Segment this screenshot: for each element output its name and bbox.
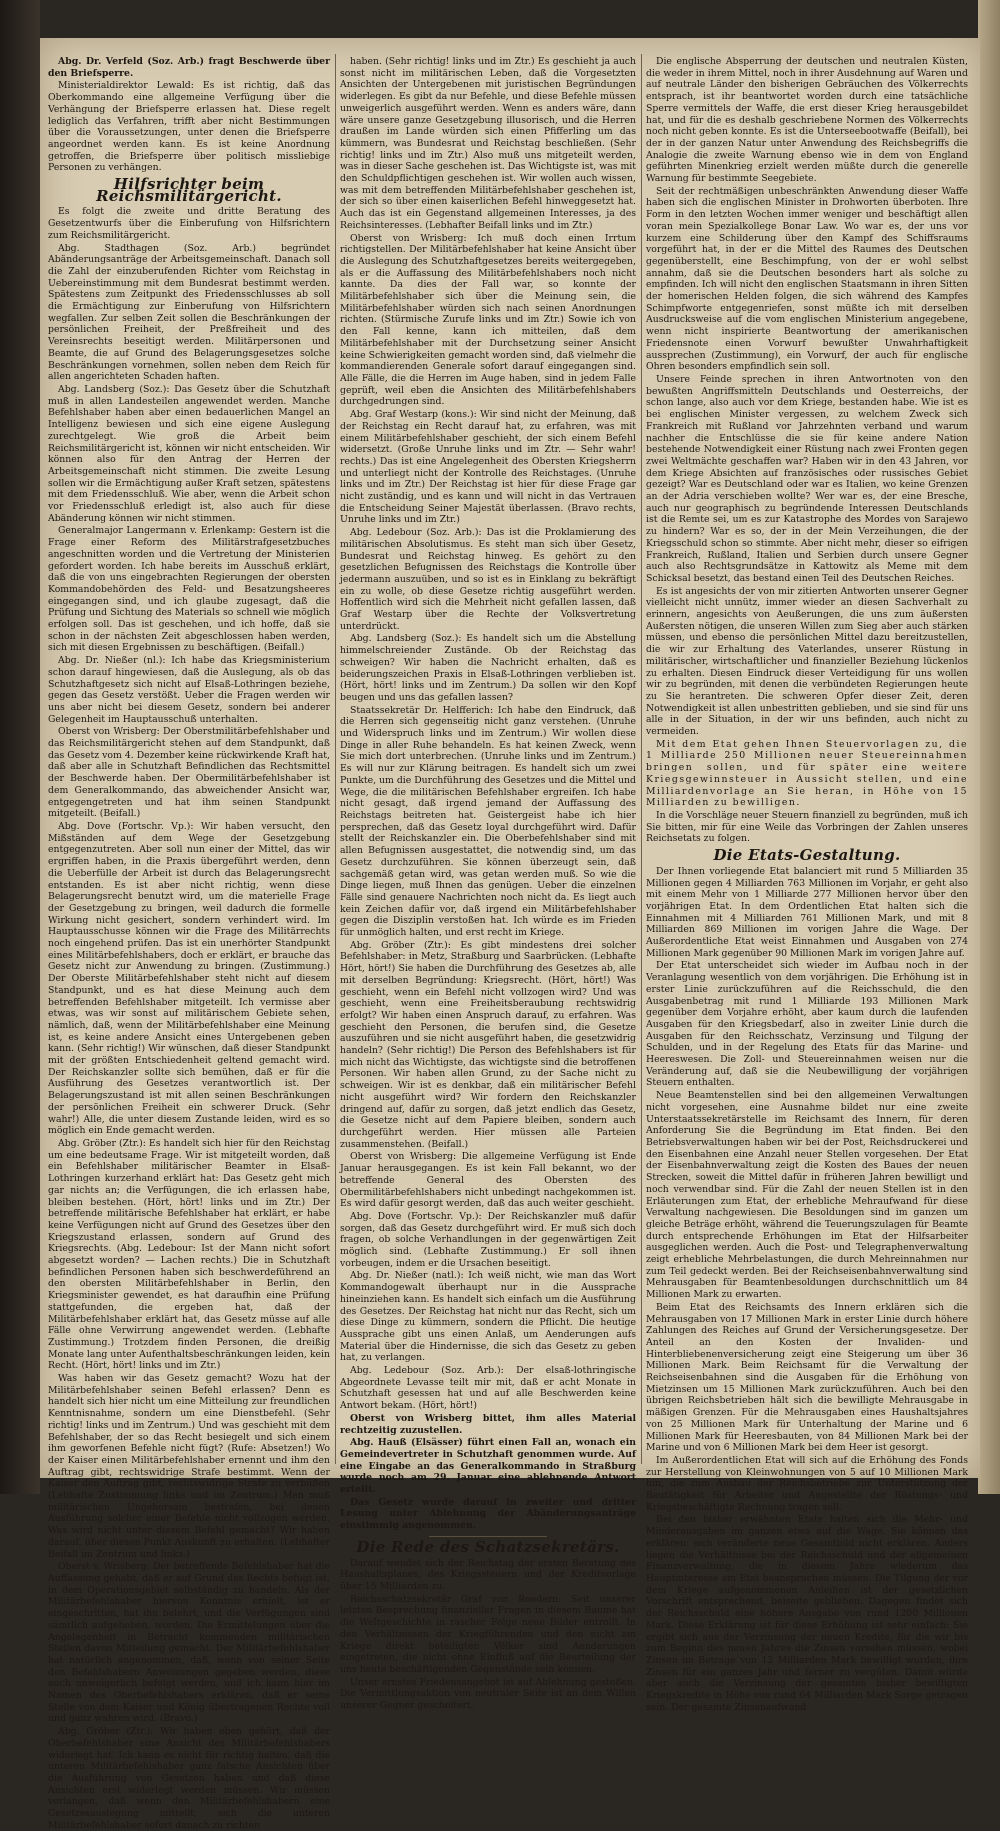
column-right — [646, 56, 968, 1713]
binding-edge — [0, 0, 40, 1494]
section-heading: Die Rede des Schatzsekretärs. — [356, 1537, 620, 1556]
paragraph: Unsere Feinde sprechen in ihren Antwortnoten von den bewußten Angriffsmitteln Deutschlands und Oesterreichs, der schon lange, also auch vor dem Kriege, bestanden habe. Wie ist es bei englischen Minister vergessen, zu welchem Zweck sich Frankreich mit Rußland vor Jahrzehnten verband und warum nachher die Entschlüsse die sie für keine andere Nation bestehende Notwendigkeit einer Rüstung nach zwei Fronten gegen zwei Weltmächte geschaffen war? Haben wir in den 43 Jahren, vor dem Kriege Absichten auf französisches oder russisches Gebiet gezeigt? War es Deutschland oder war es Italien, wo keine Grenzen an der Adria verschieben wollte? Wer war es, der eine Bresche, auch nur geographisch zu begründende Interessen Deutschlands ist die Remte sei, um es zur Katastrophe des Mordes von Sarajewo zu hindern? War es so, der in der Mein Verzeihungen, die der Kriegsschuld schon so stimmte. Aber nicht mehr, dieser so eifrigen Frankreich, Rußland, Italien und Serbien durch unsere Gegner auch also Rechtsgrundsätze in Kattowitz als Meme mit dem Schicksal besetzt, das bestand einen Teil des Deutschen Reiches. — [646, 373, 968, 584]
paragraph: Reichsschatzsekretär Graf von Roedern: Seit unserer letzten Besprechung finanzieller Fragen in diesem Raume hat die Weltgeschichte in rascher Folge neue Bilder entrollt. In den Verhältnissen der Kriegführenden und den nicht am Kriege direkt beteiligten Völker sind Aenderungen eingetreten, die nicht ohne Einfluß auf die Beurteilung der uns heute beschäftigenden Gegenstände sein können. — [340, 1593, 636, 1675]
section-heading: Hilfsrichter beim Reichsmilitärgericht. — [96, 175, 282, 205]
paragraph: Oberst von Wrisberg: Ich muß doch einen Irrtum richtigstellen. Der Militärbefehlshaber hat keine Ansicht über die Auslegung des Schutzhaftgesetzes bereits weitergegeben, als er die Auffassung des Militärbefehlshabers noch nicht kannte. Da dies der Fall war, so konnte der Militärbefehlshaber sich über die Meinung sein, die Militärbefehlshaber würden sich nach seinen Anordnungen richten. (Stürmische Zurufe links und im Ztr.) Sowie ich von den Fall kenne, kann ich mitteilen, daß dem Militärbefehlshaber mit der Durchsetzung seiner Ansicht keine Schwierigkeiten gemacht worden sind, daß vielmehr die kommandierenden Generale sofort darauf eingegangen sind. Alle Fälle, die die Herren im Auge haben, sind in jedem Falle geprüft, weil eben die Ansichten des Militärbefehlshabers durchgedrungen sind. — [340, 232, 636, 408]
paragraph: Abg. Gröber (Ztr.): Es handelt sich hier für den Reichstag um eine bedeutsame Frage. Wir ist mitgeteilt worden, daß ein Befehlshaber militärischer Beamter in Elsaß-Lothringen kurzerhand erklärt hat: Das Gesetz geht mich gar nichts an; die Verfügungen, die ich erlassen habe, bleiben bestehen. (Hört, hört! links und im Ztr.) Der betreffende militärische Befehlshaber hat erklärt, er habe keine Verfügungen nicht auf Grund des Gesetzes über den Kriegszustand erlassen, sondern auf Grund des Kriegsrechts. (Abg. Ledebour: Ist der Mann nicht sofort abgesetzt worden? — Lachen rechts.) Die in Schutzhaft befindlichen Personen haben sich beschwerdeführend an den obersten Militärbefehlshaber in Berlin, den Kriegsminister gewendet, es hat daraufhin eine Prüfung stattgefunden, die ergeben hat, daß der Militärbefehlshaber erklärt hat, das Gesetz müsse auf alle Fälle ohne Verwirrung angewendet werden. (Lebhafte Zustimmung.) Trotzdem finden Personen, die dreißig Monate lang unter Aufenthaltsbeschränkungen leiden, kein Recht. (Hört, hört! links und im Ztr.) — [48, 1137, 330, 1372]
paragraph: Die englische Absperrung der deutschen und neutralen Küsten, die weder in ihrem Mittel, noch in ihrer Ausdehnung auf Waren und auf neutrale Länder den bisherigen Gebräuchen des Völkerrechts entsprach, ist ihr beantwortet worden durch eine tatsächliche Sperre vermittels der Waffe, die erst dieser Krieg herausgebildet hat, und für die es deshalb geschriebene Normen des Völkerrechts noch nicht geben konnte. Es ist die Unterseebootwaffe (Beifall), bei der in der ganzen Natur unter Anwendung des Reichsbegriffs die Analogie die zweite Warnung ebenso wie in dem von England geführten Minenkrieg erzielt werden müßte durch die generelle Warnung für bestimmte Seegebiete. — [646, 56, 968, 185]
paragraph: Unser ernstes Friedensangebot ist auf Ablehnung gestoßen. Die Vermittlungsaktion von neutraler Seite ist an dem Willen unserer Gegner gescheitert. — [340, 1676, 636, 1712]
paragraph: Bei den bisher erwähnten Etats halten sich die Mehr- und Minderausgaben im ganzen etwa auf die Wage. Sie können das erklären: sich veränderte neue Gesamtbild nicht erklären. Anders liegen die Verhältnisse bei der Reichsschuld und der allgemeinen Finanzverwaltung, die in diesem Jahre wiederum das Hauptinteresse am Etat beanspruchen müssen. Die Tilgung der vor dem Kriege aufgenommenen Anleihen ist der gesetzlichen Vorschrift entsprechend, beiseite geblieben. Dagegen findet sich der Reichsschuld eine höhere Ausgabe von rund 1200 Millionen Mark. Diese Erklärung ist für diese Erhöhung ist sehr einfach: Sie ergibt sich aus der Verzinsung der neuen Kredite, für die wir bis zum Beginn des neuen Jahres die Zinsen vorsehen müssen, wobei Zinsen im Betrage von 12 Milliarden Mark bewilligt wurden, ihre Zinsen für ein ganzes Jahr und ferner zu vergüten. Damit würde aber auch die Verzinsung der gesamten bisher bewilligten Kriegskredite in Höhe von rund 64 Milliarden Mark Sorge getragen sein. Der gesamte Zinsenaufwand — [646, 1514, 968, 1713]
column-left — [48, 56, 330, 1831]
paragraph: Abg. Landsberg (Soz.): Es handelt sich um die Abstellung himmelschreiender Zustände. Ob der Reichstag das schweigen? Wir haben die Nachricht erhalten, daß es beiderungszeichen Praxis in Elsaß-Lothringen verblieben ist. (Hört, hört! links und im Zentrum.) Da sollen wir den Kopf beugen und uns das gefallen lassen? — [340, 633, 636, 703]
paragraph: Oberst v. Wrisberg: Der betreffende Befehlshaber hat die Auffassung gehabt, daß er auf Grund des Rechts befugt ist, in dem Operationsgebiet selbständig zu handeln. Als der Militärbefehlshaber hiervon Kenntnis erhielt, ist er eingeschritten, hat ihn belehrt, und die Verfügungen sind sämtlich aufgehoben, worden. Die Ermittelungen über die Angelegenheit in Betracht kommenden militärischen Stellen davon Mitteilung gemacht. Der Militärbefehlshaber hat natürlich angenommen, daß, wenn von seiner Seite den Befehlshabern Anweisungen gegeben werden, diese auch unweigerlich befolgt werden, und ich kann hier im Namen des Oberbefehlshabers erklären, daß er seine Stelle von dem Kaiser und König übertragenen Rechte voll und ganz wahren wird. (Bravo.) — [48, 1561, 330, 1725]
column-rule — [335, 54, 336, 1464]
paragraph: Der Ihnen vorliegende Etat balanciert mit rund 5 Milliarden 35 Millionen gegen 4 Milliarden 763 Millionen im Vorjahr, er geht also mit einem Mehr von 1 Milliarde 277 Millionen hervor über den vorjährigen Etat. In dem Ordentlichen Etat halten sich die Einnahmen mit 4 Milliarden 761 Millionen Mark, und mit 8 Milliarden 869 Millionen im vorigen Jahre die Wage. Der Außerordentliche Etat weist Einnahmen und Ausgaben von 274 Millionen Mark gegenüber 90 Millionen Mark im vorigen Jahre auf. — [646, 865, 968, 959]
intro-line: Abg. Dr. Verfeld (Soz. Arb.) fragt Beschwerde über den Briefsperre. — [48, 56, 330, 79]
paragraph: Abg. Landsberg (Soz.): Das Gesetz über die Schutzhaft muß in allen Landesteilen angewendet werden. Manche Befehlshaber haben aber einen bedauerlichen Mangel an Intelligenz bewiesen und sich eine eigene Auslegung zurechtgelegt. Wie groß die Arbeit beim Reichsmilitärgericht ist, können wir nicht entscheiden. Wir können also für den Antrag der Herren der Arbeitsgemeinschaft nicht stimmen. Die zweite Lesung sollen wir die Ermächtigung außer Kraft setzen, spätestens mit dem Friedensschluß. Wie aber, wenn die Arbeit schon vor Friedensschluß erledigt ist, also auch für diese Abänderung können wir nicht stimmen. — [48, 383, 330, 524]
paragraph: Staatssekretär Dr. Helfferich: Ich habe den Eindruck, daß die Herren sich gegenseitig nicht ganz verstehen. (Unruhe und Widerspruch links und im Zentrum.) Wir wollen diese Dinge in aller Ruhe behandeln. Es hat keinen Zweck, wenn Sie mich dort unterbrechen. (Unruhe links und im Zentrum.) Es will nur zur Klärung beitragen. Es handelt sich um zwei Punkte, um die Durchführung des Gesetzes und die Mittel und Wege, die die militärischen Befehlshaber ergreifen. Ich habe nicht gesagt, daß irgend jemand der Auffassung des Reichstags beitreten hat. Geistergeist habe ich hier persprechen, daß das Gesetz loyal durchgeführt wird. Dafür stellt der Reichskanzler ein. Die Oberbefehlshaber sind mit allen Befugnissen ausgestattet, die notwendig sind, um das Gesetz durchzuführen. Sie können überzeugt sein, daß sachgemäß getan wird, was getan werden muß. So wie die Dinge liegen, muß Ihnen das genügen. Ueber die einzelnen Fälle sind genauere Nachrichten noch nicht da. Es liegt auch kein Zeichen dafür vor, daß irgend ein Militärbefehlshaber gegen die Disziplin verstoßen hat. Ich würde es im Frieden für unmöglich halten, und erst recht im Kriege. — [340, 704, 636, 939]
paragraph: Es ist angesichts der von mir zitierten Antworten unserer Gegner vielleicht nicht unnütz, immer wieder an diesen Sachverhalt zu erinnern, angesichts von Aeußerungen, die uns zum äußersten Außersten nötigen, die unseren Willen zum Sieg aber auch stärken müssen, und ebenso die persönlichen Mittel dazu bereitzustellen, die wir zur Erhaltung des Vaterlandes, unserer Rüstung in militärischer, wirtschaftlicher und finanzieller Beziehung lückenlos zu erhalten. Diesen Eindruck dieser Verteidigung für uns wollen wir zu begründen, mit denen die verbündeten Regierungen heute zu Sie herantreten. Die schweren Opfer dieser Zeit, deren Notwendigkeit ist allen unbestritten geblieben, und sie sind für uns alle in der Situation, in der wir uns befinden, auch nicht zu vermeiden. — [646, 585, 968, 738]
paragraph: Was haben wir das Gesetz gemacht? Wozu hat der Militärbefehlshaber seinen Befehl erlassen? Denn es handelt sich hier nicht um eine Mitteilung zur freundlichen Kenntnisnahme, sondern um eine Dienstbefehl. (Sehr richtig! links und im Zentrum.) Und was geschieht mit dem Befehlshaber, der so das Recht besiegelt und sich einem ihm geworfenen Befehle nicht fügt? (Rufe: Absetzen!) Wo der Kaiser einen Militärbefehlshaber ernennt und ihm den Auftrag gibt, rechtswidrige Strafe bestimmt. Wenn der Kaiser den Auftrag gibt, rechtswidrige Strafe zu verbüßen (Lebhafte Zustimmung links und im Zentrum.) Man muß militärischen Ungehorsam bestrafen, bei denen Ausführung solcher einer Befehle nicht vollzogen werden. Was wird nicht unter diesem Befehl gemacht? Wir haben darauf, über diesen Punkt Auskunft zu erhalten. (Lebhafter Beifall im Zentrum und links.) — [48, 1373, 330, 1560]
section-heading: Die Etats-Gestaltung. — [713, 846, 901, 865]
paragraph: Oberst von Wrisberg bittet, ihm alles Material rechtzeitig zuzustellen. — [340, 1412, 636, 1436]
paragraph: Das Gesetz wurde darauf in zweiter und dritter Lesung unter Ablehnung der Abänderungsanträge einstimmig angenommen. — [340, 1496, 636, 1532]
paragraph: Beim Etat des Reichsamts des Innern erklären sich die Mehrausgaben von 17 Millionen Mark in erster Linie durch höhere Zahlungen des Reiches auf Grund der Versicherungsgesetze. Der Anteil an den Kosten der Invaliden- und Hinterbliebenenversicherung zeigt eine Steigerung um über 36 Millionen Mark. Beim Reichsamt für die Verwaltung der Reichseisenbahnen sind die Ausgaben für die Erhöhung von Mietzinsen um 15 Millionen Mark zurückzuführen. Auch bei den übrigen Reichsbetrieben hält sich die bewilligte Mehrausgabe in mäßigen Grenzen. Für die Mehrausgaben eines Haushaltsjahres von 25 Millionen Mark für Unterhaltung der Marine und 6 Millionen Mark für Heeresbauten, von 84 Millionen Mark bei der Marine und von 6 Millionen Mark bei dem Heer ist gesorgt. — [646, 1301, 968, 1454]
paragraph: Ministerialdirektor Lewald: Es ist richtig, daß das Oberkommando eine allgemeine Verfügung über die Verhängung der Briefsperre erlassen hat. Diese regelt lediglich das Verfahren, trifft aber nicht Bestimmungen über die Voraussetzungen, unter denen die Briefsperre angeordnet werden kann. Es ist keine Anordnung getroffen, die Briefsperre über politisch missliebige Personen zu verhängen. — [48, 80, 330, 174]
column-rule — [641, 54, 642, 1464]
paragraph: Der Etat unterscheidet sich wieder im Aufbau noch in der Veranlagung wesentlich von dem vorjährigen. Die Erhöhung ist in erster Linie zurückzuführen auf die Reichsschuld, die den Ausgabenbetrag mit rund 1 Milliarde 193 Millionen Mark gegenüber dem Vorjahre erhöht, aber kaum durch die laufenden Ausgaben für den Kriegsbedarf, also in zweiter Linie durch die Ausgaben für den Reichsschatz, Verzinsung und Tilgung der Schulden, und in der Regelung des Etats für das Marine- und Heereswesen. Die Zoll- und Steuereinnahmen weisen nur die Veränderung auf, daß sie die Neubewilligung der vorjährigen Steuern enthalten. — [646, 960, 968, 1089]
page-edge — [978, 0, 1000, 1494]
paragraph: Neue Beamtenstellen sind bei den allgemeinen Verwaltungen nicht vorgesehen, eine Ausnahme bildet nur eine zweite Unterstaatssekretärstelle im Reichsamt des Innern, für deren Anforderung Sie die Begründung im Etat finden. Bei den Betriebsverwaltungen haben wir bei der Post, Reichsdruckerei und den Eisenbahnen eine Anzahl neuer Stellen vorgesehen. Der Etat der Eisenbahnverwaltung zeigt die Kosten des Baues der neuen Strecken, soweit die Mittel dafür in früheren Jahren bewilligt und noch verwendbar sind. Für die Zahl der neuen Stellen ist in den Erläuterungen zum Etat, der erhebliche Mehraufwand für diese Verwaltung nachgewiesen. Die Besoldungen sind im ganzen um gleiche Beträge erhöht, während die Teuerungszulagen für Beamte durch entsprechende Erhöhungen im Etat der Hilfsarbeiter ausgeglichen werden. Auch die Post- und Telegraphenverwaltung zeigt erhebliche Mehrbelastungen, die durch Mehreinnahmen nur zum Teil gedeckt werden. Bei der Reichseisenbahnverwaltung sind Mehrausgaben für Beamtenbesoldungen durchschnittlich um 84 Millionen Mark zu erwarten. — [646, 1090, 968, 1301]
paragraph: Abg. Dr. Nießer (natl.): Ich weiß nicht, wie man das Wort Kommandogewalt überhaupt nur in die Aussprache hineinziehen kann. Es handelt sich einfach um die Ausführung des Gesetzes. Der Reichstag hat nicht nur das Recht, sich um diese Dinge zu kümmern, sondern die Pflicht. Die heutige Aussprache gibt uns einen Anlaß, um Aenderungen aufs Material über die Hindernisse, die sich das Gesetz zu geben hat, zu verlangen. — [340, 1270, 636, 1364]
paragraph: Abg. Graf Westarp (kons.): Wir sind nicht der Meinung, daß der Reichstag ein Recht darauf hat, zu erfahren, was mit einem Militärbefehlshaber geschieht, der sich einem Befehl widersetzt. (Große Unruhe links und im Ztr. — Sehr wahr! rechts.) Das ist eine Angelegenheit des Obersten Kriegsherrn und unterliegt nicht der Kontrolle des Reichstages. (Unruhe links und im Ztr.) Der Reichstag ist hier für diese Frage gar nicht zuständig, und es kann und will nicht in das Vertrauen die Entscheidung Seiner Majestät überlassen. (Bravo rechts, Unruhe links und im Ztr.) — [340, 409, 636, 526]
divider — [429, 1536, 547, 1537]
column-middle — [340, 56, 636, 1712]
newspaper-page — [40, 38, 980, 1831]
paragraph: Abg. Stadthagen (Soz. Arb.) begründet Abänderungsanträge der Arbeitsgemeinschaft. Danach soll die Zahl der einzuberufenden Richter vom Reichstag in Uebereinstimmung mit dem Bundesrat bestimmt werden. Spätestens zum Zeitpunkt des Friedensschlusses ab soll die Ermächtigung zur Einberufung von Hilfsrichtern wegfallen. Zur selben Zeit sollen die Beschränkungen der persönlichen Freiheit, der Preßfreiheit und des Vereinsrechts beseitigt werden. Militärpersonen und Beamte, die auf Grund des Belagerungsgesetzes solche Beschränkungen vornehmen, sollen neben dem Reich für allen angerichteten Schaden haften. — [48, 242, 330, 383]
paragraph: haben. (Sehr richtig! links und im Ztr.) Es geschieht ja auch sonst nicht im militärischen Leben, daß die Vorgesetzten Ansichten der Untergebenen mit juristischen Begründungen widerlegen. Es gibt da nur Befehle, und diese Befehle müssen unweigerlich ausgeführt werden. Wenn es anders wäre, dann wäre unsere ganze Gesetzgebung illusorisch, und die Herren draußen im Lande würden sich einen Pfifferling um das kümmern, was Bundesrat und Reichstag beschließen. (Sehr richtig! links und im Ztr.) Also muß uns mitgeteilt werden, was in dieser Sache geschehen ist. Das Wichtigste ist, was mit den Schuldpflichtigen geschehen ist. Wir wollen auch wissen, was mit dem betreffenden Militärbefehlshaber geschehen ist, der sich so über einen kaiserlichen Befehl hinweggesetzt hat. Auch das ist ein Gegenstand allgemeinen Interesses, ja des Reichsinteresses. (Lebhafter Beifall links und im Ztr.) — [340, 56, 636, 231]
paragraph: Abg. Gröber (Ztr.): Es gibt mindestens drei solcher Befehlshaber: in Metz, Straßburg und Saarbrücken. (Lebhafte Hört, hört!) Sie haben die Durchführung des Gesetzes ab, alle mit derselben Begründung: Kriegsrecht. (Hört, hört!) Was geschieht, wenn ein Befehl nicht vollzogen wird? Und was geschieht, wenn eine Freiheitsberaubung rechtswidrig erfolgt? Wir haben einen Anspruch darauf, zu erfahren. Was geschieht den Personen, die berufen sind, die Gesetze auszuführen und sie nicht ausgeführt haben, die gesetzwidrig handeln? (Sehr richtig!) Die Person des Befehlshabers ist für mich nicht das Wichtigste, das wichtigste sind die betroffenen Personen. Wir haben allen Grund, zu der Sache nicht zu schweigen. Wir ist es denkbar, daß ein militärischer Befehl nicht ausgeführt wird? Wir fordern den Reichskanzler dringend auf, dafür zu sorgen, daß jetzt endlich das Gesetz, die Gesetze nicht auf dem Papiere bleiben, sondern auch durchgeführt werden. Hier müssen alle Parteien zusammenstehen. (Beifall.) — [340, 939, 636, 1150]
paragraph: Abg. Dr. Nießer (nl.): Ich habe das Kriegsministerium schon darauf hingewiesen, daß die Auslegung, als ob das Schutzhaftgesetz sich nicht auf Elsaß-Lothringen beziehe, gegen das Gesetz verstößt. Ueber die Fragen werden wir uns aber nicht bei diesem Gesetz, sondern bei anderer Gelegenheit im Hauptausschuß unterhalten. — [48, 655, 330, 725]
paragraph: Oberst von Wrisberg: Die allgemeine Verfügung ist Ende Januar herausgegangen. Es ist kein Fall bekannt, wo der betreffende General des Obersten des Obermilitärbefehlshabers nicht unbedingt nachgekommen ist. Es wird dafür gesorgt werden, daß das auch weiter geschieht. — [340, 1151, 636, 1210]
paragraph: Abg. Gröber (Ztr.): Wir haben eben gehört, daß der Oberbefehlshaber eine Ansicht des Militärbefehlshabers widerlegt hat. Ich kann es nicht für richtig halten, daß die unteren Militärbefehlshaber ganz falsche Ansichten über die Ausführung von Gesetzen haben und daß diese Ansichten erst widerlegt werden müssen. Wir müssen verlangen, daß wenn den Militärbefehlshabern eine Gesetzesauslegung mitteilt, sich die unteren Militärbefehlshaber sofort danach zu richten — [48, 1726, 330, 1831]
paragraph: Abg. Dove (Fortschr. Vp.): Wir haben versucht, den Mißständen auf dem Wege der Gesetzgebung entgegenzutreten. Aber soll nun einer der Mittel, das wir ergriffen haben, in die Praxis übergeführt werden, denn die Ueberfülle der Arbeit ist durch das Belagerungsrecht entstanden. Es ist aber nicht richtig, wenn diese Belagerungsrecht benutzt wird, um die materielle Frage der Gesetzgebung zu bringen, weil dadurch die formelle Wirkung nicht gesichert, sondern verhindert wird. Im Hauptausschusse können wir die Frage des Militärrechts noch eingehend prüfen. Das ist ein unerhörter Standpunkt eines Militärbefehlshabers, doch er erklärt, er brauche das Gesetz nicht zur Anwendung zu bringen. (Zustimmung.) Der Oberste Militärbefehlshaber steht nicht auf diesem Standpunkt, und es hat diese Meinung auch dem betreffenden Befehlshaber mitgeteilt. Ich vermisse aber etwas, was wir sonst auf militärischem Gebiete sehen, nämlich, daß, wenn der Militärbefehlshaber eine Meinung ist, es keine andere Ansicht eines Untergebenen geben kann. (Sehr richtig!) Wir wünschen, daß dieser Standpunkt mit der größten Entschiedenheit geltend gemacht wird. Der Reichskanzler sollte sich bemühen, daß er für die Ausführung des Gesetzes verantwortlich ist. Der Belagerungszustand ist mit allen seinen Beschränkungen der persönlichen Freiheit ein schwerer Druck. (Sehr wahr!) Alle, die unter diesem Zustande leiden, wird es so möglich ein Ende gemacht werden. — [48, 821, 330, 1137]
paragraph: Mit dem Etat gehen Ihnen Steuervorlagen zu, die 1 Milliarde 250 Millionen neuer Steuereinnahmen bringen sollen, und für später eine weitere Kriegsgewinnsteuer in Aussicht stellen, und eine Milliardenvorlage an Sie heran, in Höhe von 15 Milliarden zu bewilligen. — [646, 738, 968, 809]
paragraph: In die Vorschläge neuer Steuern finanziell zu begründen, muß ich Sie bitten, mir für eine Weile das Vorbringen der Zahlen unseres Reichsetats zu folgen. — [646, 810, 968, 845]
paragraph: Abg. Ledebour (Soz. Arb.): Das ist die Proklamierung des militärischen Absolutismus. Es steht man sich über Gesetz, Bundesrat und Reichstag hinweg. Es gehört zu den gesetzlichen Befugnissen des Reichstags die Kontrolle über jedermann auszuüben, und so ist es in Einklang zu bekräftigt ein zu wolle, ob diese Gesetze richtig ausgeführt werden. Hoffentlich wird sich die Mehrheit nicht gefallen lassen, daß Graf Westarp über die Rechte der Volksvertretung unterdrückt. — [340, 527, 636, 632]
paragraph: Generalmajor Langermann v. Erlenkamp: Gestern ist die Frage einer Reform des Militärstrafgesetzbuches angeschnitten worden und die Vertretung der Ministerien gefordert worden. Ich habe bereits im Ausschuß erklärt, daß die von uns eingebrachten Regierungen der obersten Kommandobehörden des Feld- und Besatzungsheeres eingegangen sind, und ich glaube zugesagt, daß die Prüfung und Sichtung des Materials so schnell wie möglich erfolgen soll. Das ist geschehen, und ich hoffe, daß sie schon in der nächsten Zeit abgeschlossen haben werden, sich mit diesen Ergebnissen zu beschäftigen. (Beifall.) — [48, 525, 330, 654]
paragraph: Oberst von Wrisberg: Der Oberstmilitärbefehlshaber und das Reichsmilitärgericht stehen auf dem Standpunkt, daß das Gesetz vom 4. Dezember keine rückwirkende Kraft hat, daß aber alle in Schutzhaft Befindlichen das Rechtsmittel der Beschwerde haben. Der Obermilitärbefehlshaber ist dem Generalkommando, das abweichender Ansicht war, entgegengetreten und hat ihm seinen Standpunkt mitgeteilt. (Beifall.) — [48, 726, 330, 820]
paragraph: Abg. Ledebour (Soz. Arb.): Der elsaß-lothringische Abgeordnete Levasse teilt mir mit, daß er acht Monate in Schutzhaft gesessen hat und auf alle Beschwerden keine Antwort bekam. (Hört, hört!) — [340, 1365, 636, 1412]
paragraph: Es folgt die zweite und dritte Beratung des Gesetzentwurfs über die Einberufung von Hilfsrichtern zum Reichsmilitärgericht. — [48, 206, 330, 241]
paragraph: Im Außerordentlichen Etat will sich auf die Erhöhung des Fonds zur Herstellung von Kleinwohnungen von 5 auf 10 Millionen Mark hin, die zum Ausbau der Reichsbetriebe zur Unterstützung der Bautätigkeit für Arbeiter und Angestellte der Rüstungs- und Kriegsbeschäftigte Rechnung tragen soll. — [646, 1454, 968, 1513]
paragraph: Darauf wendet sich der Reichstag der ersten Beratung des Haushaltsplanes, des Kriegssteuern und der Kreditvorlage über 15 Milliarden zu. — [340, 1557, 636, 1592]
paragraph: Seit der rechtmäßigen unbeschränkten Anwendung dieser Waffe haben sich die englischen Minister in Drohworten überboten. Ihre Form in den letzten Wochen immer weniger und beschäftigt allen voran mein Spezialkollege Bonar Law. Wo war es, der uns vor kurzem eine Schilderung über den Kampf des Schiffsraums vorgeführt hat, in der er die Mittel des Raumes des Deutschen gegenüberstellt, eine Beschimpfung, von der er wohl selbst annahm, daß sie die Deutschen besonders hart als solche zu empfinden. Ich will nicht den englischen Staatsmann in ihren Sitten der homerischen Helden folgen, die sich während des Kampfes Schimpfworte entgegenriefen, sonst müßte ich mit derselben Ausdrucksweise auf die vom englischen Ministerium angegebene, wenn nicht inspirierte Beantwortung der amerikanischen Friedensnote einen Vorwurf bewußter Unwahrhaftigkeit aussprechen (Zustimmung), ein Vorwurf, der auch für englische Ohren besonders empfindlich sein soll. — [646, 185, 968, 373]
paragraph: Abg. Hauß (Elsässer) führt einen Fall an, wonach ein Gemeindevertreter in Schutzhaft genommen wurde. Auf eine Eingabe an das Generalkommando in Straßburg wurde noch am 29. Januar eine ablehnende Antwort erteilt. — [340, 1437, 636, 1496]
paragraph: Abg. Dove (Fortschr. Vp.): Der Reichskanzler muß dafür sorgen, daß das Gesetz durchgeführt wird. Er muß sich doch fragen, ob solche Verhandlungen in der gegenwärtigen Zeit möglich sind. (Lebhafte Zustimmung.) Er soll ihnen vorbeugen, indem er die Ursachen beseitigt. — [340, 1210, 636, 1269]
